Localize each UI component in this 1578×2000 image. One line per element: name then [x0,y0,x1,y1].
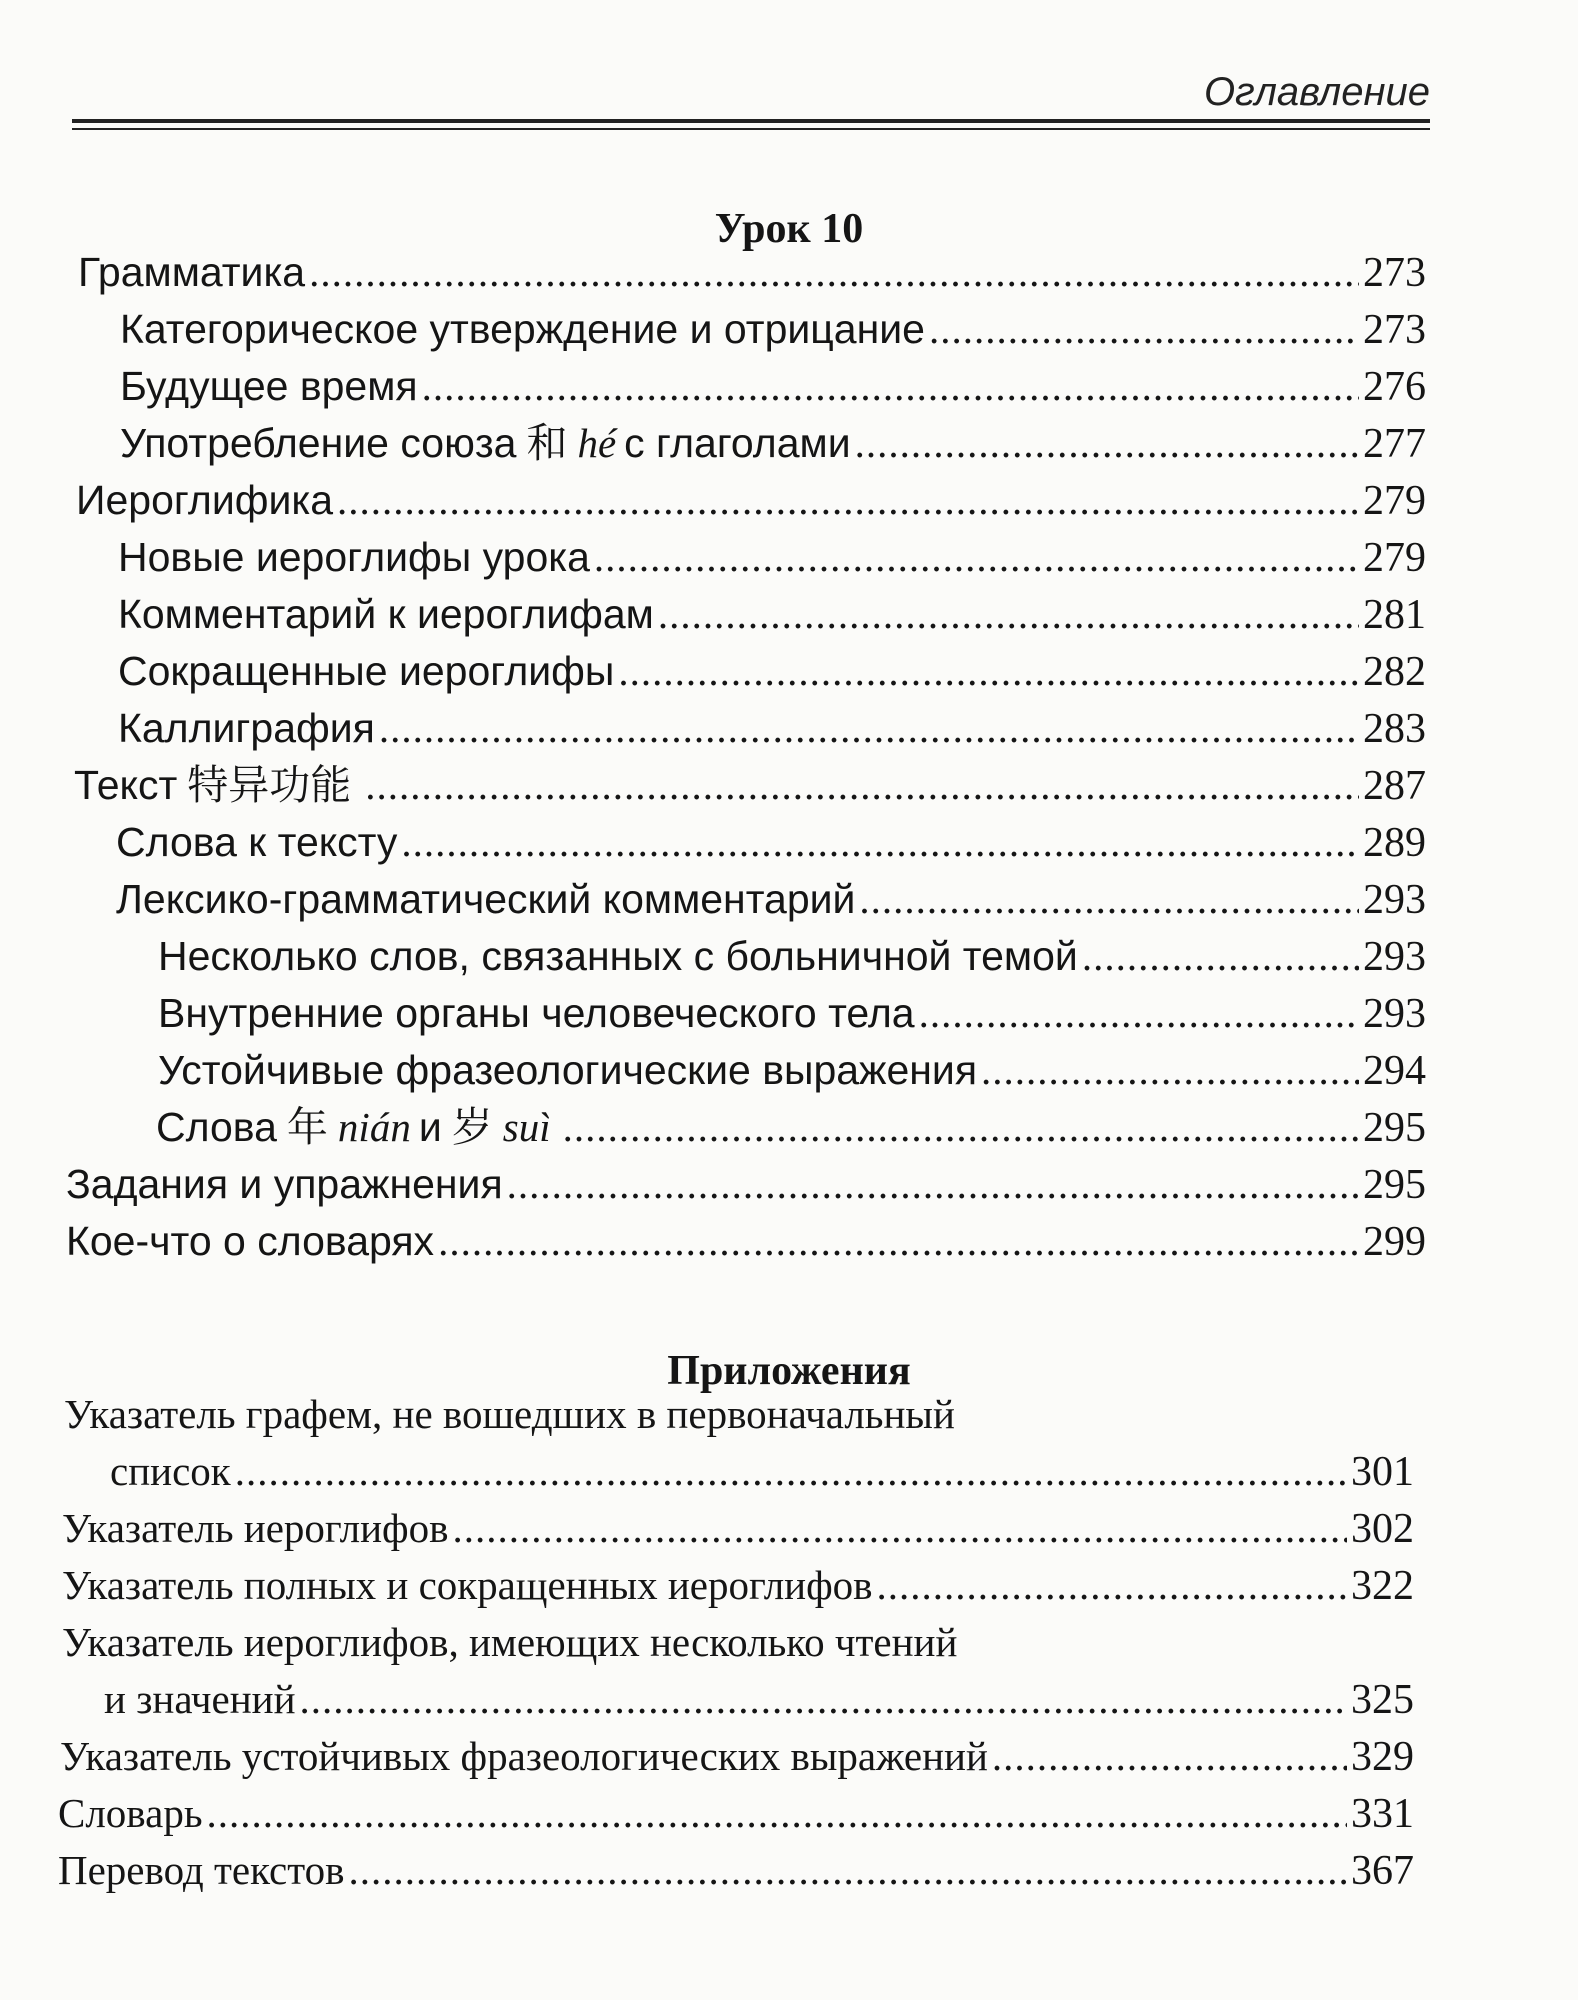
dot-leader [1082,934,1359,979]
dot-leader [618,649,1359,694]
toc-entry-label: Кое-что о словарях [66,1218,435,1264]
dot-leader [859,877,1359,922]
toc-entry[interactable] [120,421,1426,467]
toc-page-number: 367 [1351,1848,1414,1894]
toc-page-number: 276 [1363,364,1426,410]
toc-page-number: 295 [1363,1105,1426,1151]
toc-entry[interactable] [118,592,1426,638]
pinyin-he: hé [577,420,617,466]
toc-entry[interactable] [120,364,1426,410]
hanzi-he: 和 [526,419,568,467]
dot-leader [877,1563,1347,1608]
running-head: Оглавление [1203,70,1430,114]
dot-leader [348,1848,1347,1893]
toc-entry[interactable] [120,307,1426,353]
toc-entry[interactable] [156,1105,1426,1151]
toc-page-number: 301 [1351,1449,1414,1495]
toc-page-number: 293 [1363,991,1426,1037]
toc-entry-label: Лексико-грамматический комментарий [116,876,856,922]
toc-entry-label: Каллиграфия [118,705,375,751]
toc-page-number: 282 [1363,649,1426,695]
toc-page-number: 277 [1363,421,1426,467]
toc-page-number: 283 [1363,706,1426,752]
toc-entry-label: Перевод текстов [58,1847,345,1893]
toc-entry[interactable] [116,820,1426,866]
toc-entry-label: Слова [156,1104,277,1150]
dot-leader [919,991,1359,1036]
dot-leader [207,1791,1347,1836]
dot-leader [300,1677,1347,1722]
toc-entry[interactable] [158,934,1426,980]
dot-leader [422,364,1359,409]
toc-entry-label-line1: Указатель иероглифов, имеющих несколько чтений [62,1619,958,1665]
pinyin-sui: suì [502,1104,551,1150]
toc-page-number: 287 [1363,763,1426,809]
toc-page-number: 325 [1351,1677,1414,1723]
toc-page-number: 299 [1363,1219,1426,1265]
toc-entry[interactable] [58,1848,1414,1894]
dot-leader [452,1506,1347,1551]
toc-entry-label: и значений [104,1676,296,1722]
toc-page-number: 302 [1351,1506,1414,1552]
toc-page-number: 331 [1351,1791,1414,1837]
toc-entry[interactable] [158,991,1426,1037]
toc-entry-label: Категорическое утверждение и отрицание [120,306,925,352]
dot-leader [855,421,1359,466]
toc-entry[interactable] [62,1506,1414,1552]
toc-entry[interactable] [66,1162,1426,1208]
toc-page-number: 295 [1363,1162,1426,1208]
dot-leader [365,763,1359,808]
toc-entry-label: Будущее время [120,363,418,409]
hanzi-sui: 岁 [451,1103,493,1151]
toc-entry-label: список [110,1448,231,1494]
toc-entry[interactable] [74,763,1426,809]
toc-page-number: 289 [1363,820,1426,866]
toc-page-number: 281 [1363,592,1426,638]
toc-page-number: 329 [1351,1734,1414,1780]
toc-page-number: 279 [1363,535,1426,581]
toc-entry-label: Устойчивые фразеологические выражения [158,1047,978,1093]
appendix-heading: Приложения [667,1348,911,1394]
toc-page-number: 294 [1363,1048,1426,1094]
toc-entry[interactable] [118,706,1426,752]
dot-leader [438,1219,1359,1264]
toc-entry-label: Комментарий к иероглифам [118,591,654,637]
toc-entry-label-tail: с глаголами [624,420,851,466]
dot-leader [379,706,1359,751]
toc-entry[interactable] [118,535,1426,581]
hanzi-nian: 年 [286,1103,328,1151]
toc-entry-label: Слова к тексту [116,819,398,865]
dot-leader [992,1734,1347,1779]
dot-leader [309,250,1359,295]
dot-leader [337,478,1359,523]
toc-page-number: 322 [1351,1563,1414,1609]
toc-entry-label: Внутренние органы человеческого тела [158,990,915,1036]
toc-entry[interactable] [58,1791,1414,1837]
toc-entry[interactable] [158,1048,1426,1094]
toc-page-number: 273 [1363,307,1426,353]
toc-entry[interactable] [118,649,1426,695]
toc-page-number: 273 [1363,250,1426,296]
toc-entry-label: Указатель иероглифов [62,1505,449,1551]
lesson-heading: Урок 10 [714,206,864,252]
toc-entry[interactable] [76,478,1426,524]
toc-entry[interactable] [78,250,1426,296]
toc-page-number: 293 [1363,934,1426,980]
toc-entry-label: Задания и упражнения [66,1161,503,1207]
toc-entry[interactable] [66,1219,1426,1265]
dot-leader [929,307,1359,352]
toc-entry-label: Употребление союза [120,420,517,466]
header-rule-thick [72,119,1430,123]
dot-leader [981,1048,1359,1093]
toc-entry[interactable] [60,1734,1414,1780]
dot-leader [507,1162,1359,1207]
dot-leader [401,820,1359,865]
header-rule-thin [72,128,1430,130]
toc-entry-label: Несколько слов, связанных с больничной темой [158,933,1078,979]
dot-leader [563,1105,1359,1150]
hanzi-title: 特异功能 [187,761,352,809]
toc-entry-label: Иероглифика [76,477,334,523]
toc-page-number: 293 [1363,877,1426,923]
dot-leader [594,535,1359,580]
toc-entry-label: Указатель устойчивых фразеологических выражений [60,1733,988,1779]
toc-entry-label: Грамматика [78,249,306,295]
pinyin-nian: nián [337,1104,411,1150]
toc-entry-conjunction: и [418,1104,442,1150]
toc-entry[interactable] [116,877,1426,923]
toc-entry[interactable] [104,1677,1414,1723]
toc-entry-label: Словарь [58,1790,203,1836]
toc-entry[interactable] [110,1449,1414,1495]
toc-page-number: 279 [1363,478,1426,524]
toc-entry-label-line1: Указатель графем, не вошедших в первоначальный [64,1391,955,1437]
toc-entry-label: Текст [74,762,178,808]
toc-entry-label: Указатель полных и сокращенных иероглифов [62,1562,873,1608]
toc-entry[interactable] [62,1563,1414,1609]
dot-leader [235,1449,1347,1494]
toc-entry-label: Новые иероглифы урока [118,534,590,580]
toc-entry-label: Сокращенные иероглифы [118,648,615,694]
dot-leader [658,592,1359,637]
